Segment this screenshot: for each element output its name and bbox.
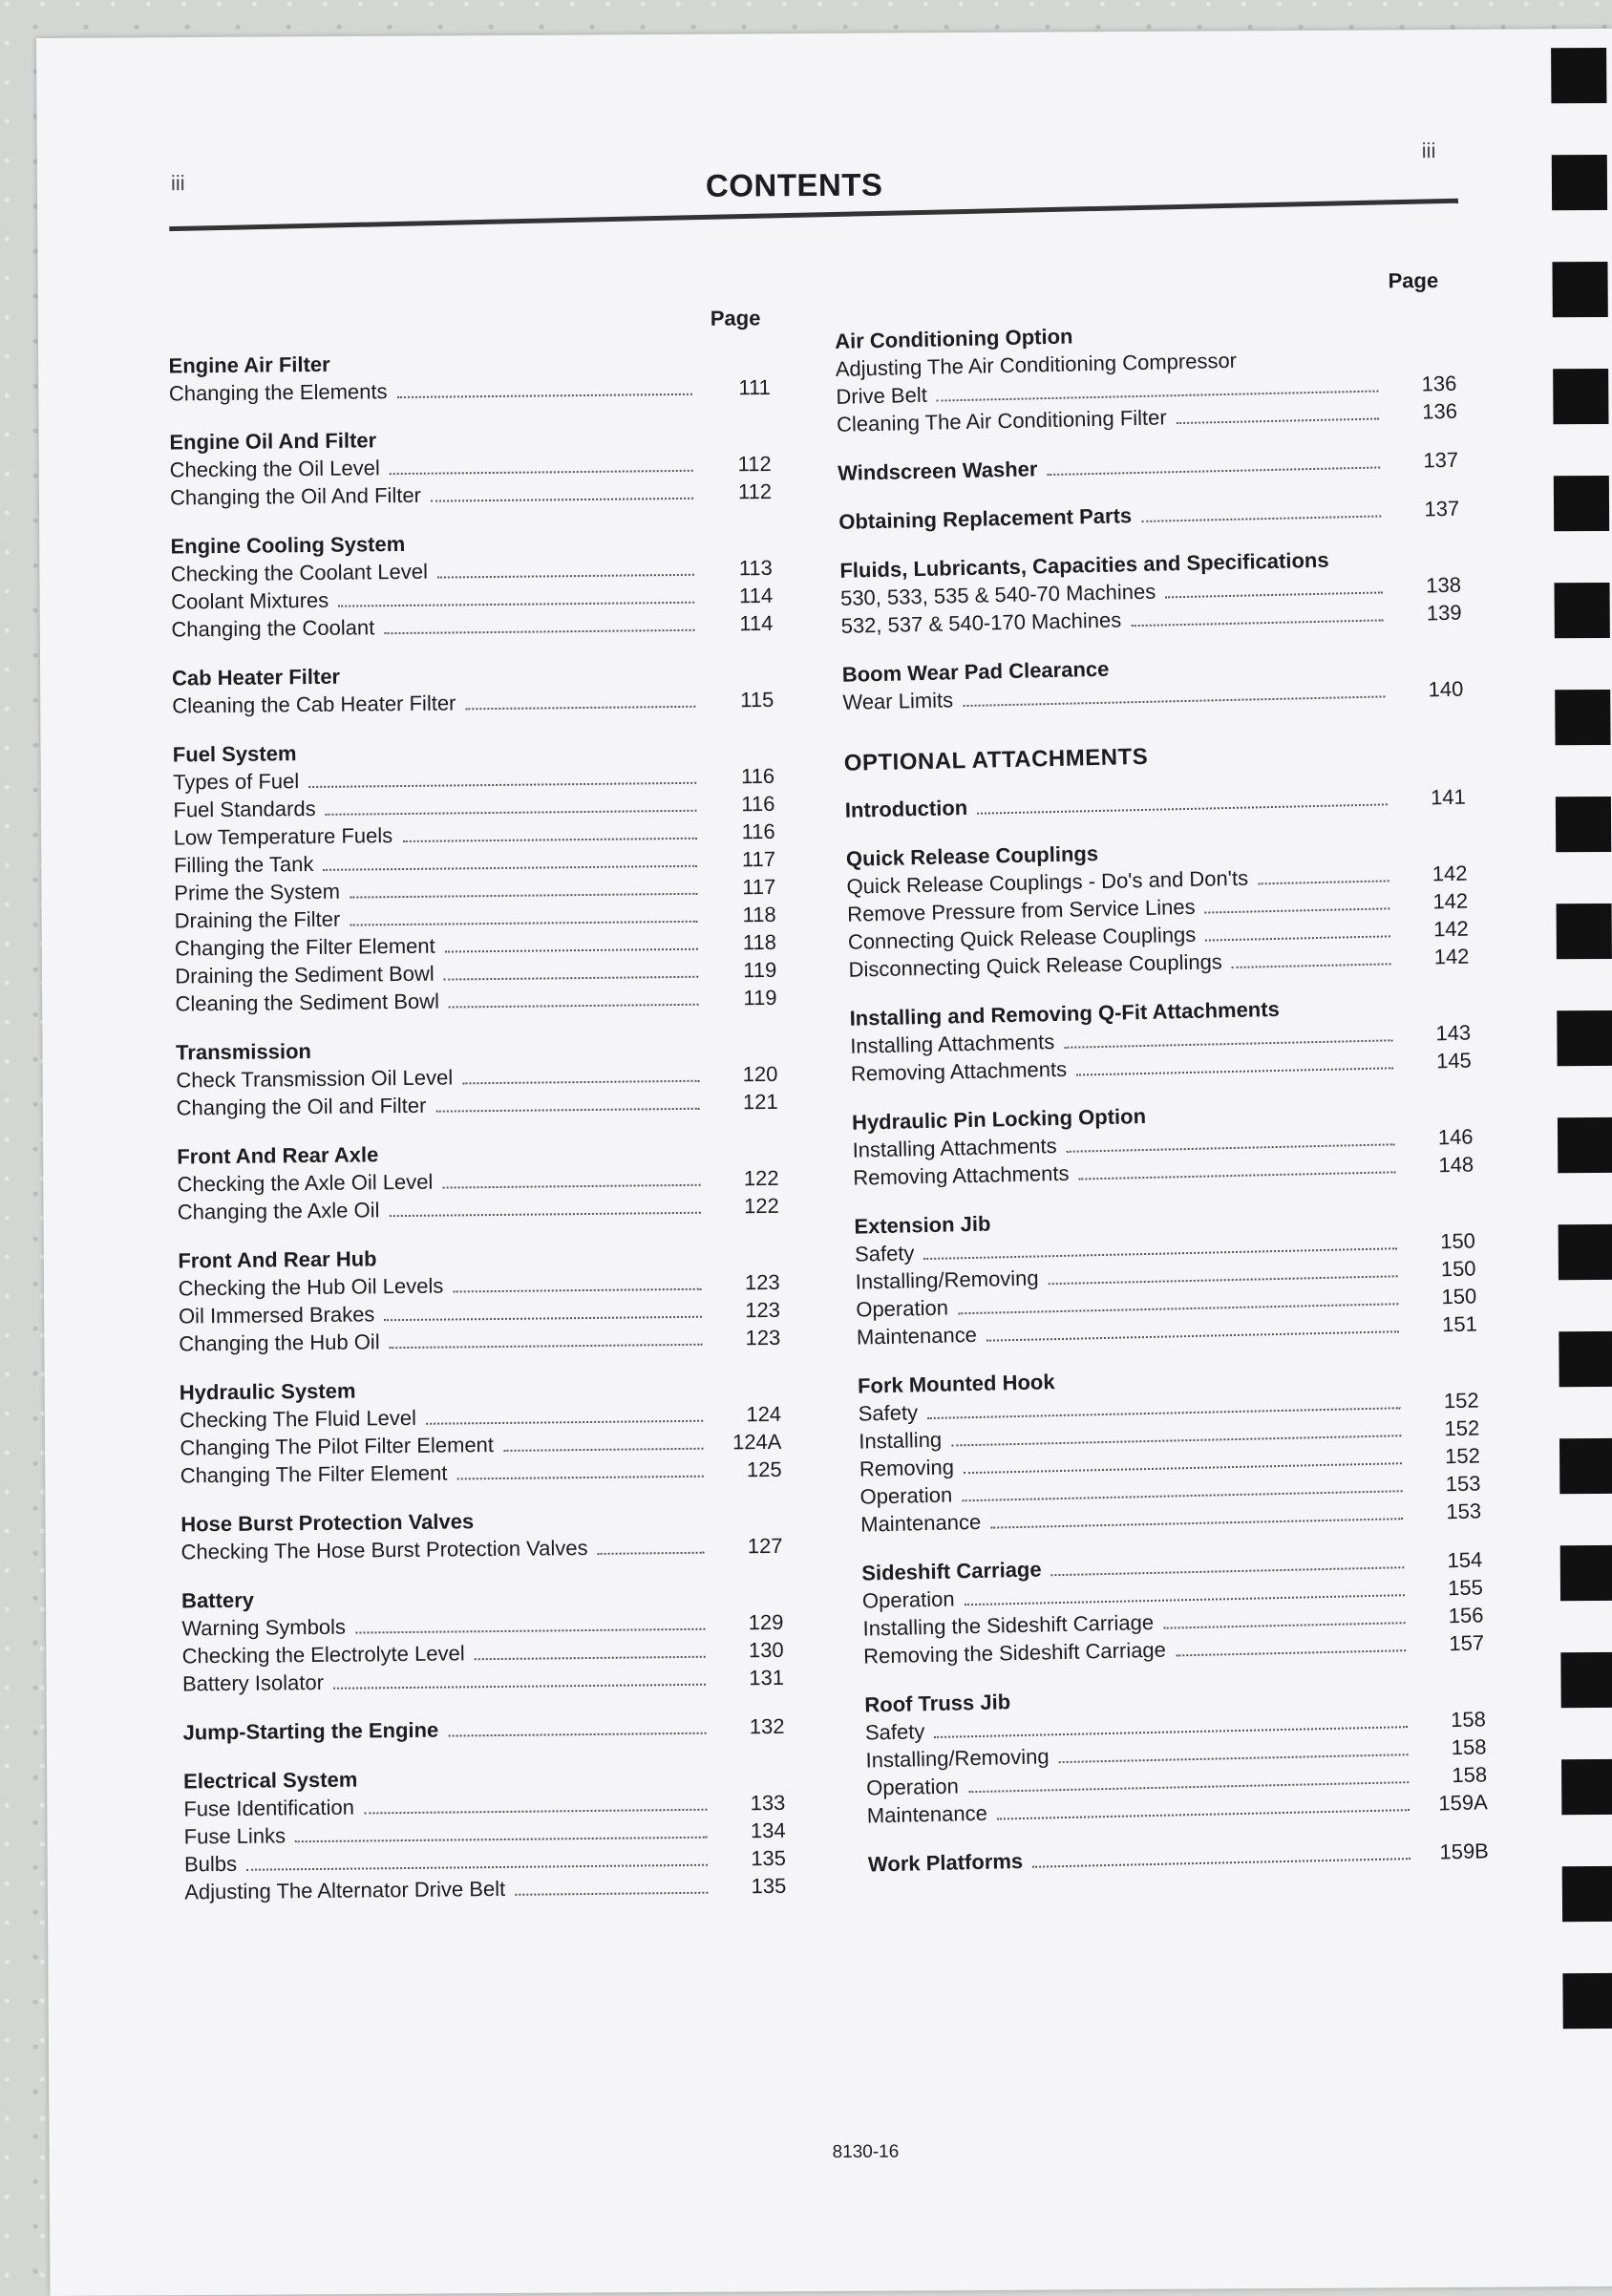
toc-entry-title: 532, 537 & 540-170 Machines	[840, 607, 1122, 638]
section-heading: Fluids, Lubricants, Capacities and Specifications	[839, 547, 1329, 583]
toc-entry-page-number	[1388, 363, 1456, 365]
dot-leader	[963, 695, 1385, 707]
toc-entry-page-number: 136	[1421, 371, 1457, 396]
dot-leader	[390, 1344, 703, 1349]
toc-entry-page-number: 143	[1435, 1020, 1472, 1046]
toc-entry-page-number: 111	[738, 374, 771, 400]
toc-entry-title: Maintenance	[866, 1800, 988, 1828]
toc-section-hydraulic-system	[180, 1372, 782, 1490]
toc-entry[interactable]	[180, 1532, 782, 1566]
dot-leader	[1258, 880, 1389, 884]
toc-entry-title: Oil Immersed Brakes	[178, 1302, 375, 1329]
dot-leader	[1049, 1275, 1398, 1285]
binding-hole	[1560, 1652, 1612, 1708]
dot-leader	[444, 976, 699, 981]
section-heading: Roof Truss Jib	[864, 1690, 1011, 1717]
toc-entry-title: Removing the Sideshift Carriage	[862, 1637, 1167, 1669]
toc-entry-title: Wear Limits	[842, 688, 954, 714]
toc-entry[interactable]	[175, 984, 776, 1018]
binding-hole	[1558, 1117, 1612, 1173]
binding-hole	[1551, 48, 1606, 103]
toc-section-front-and-rear-axle	[177, 1137, 779, 1226]
dot-leader	[1205, 907, 1390, 913]
section-heading: Air Conditioning Option	[834, 324, 1073, 353]
toc-entry-page-number: 137	[1423, 447, 1459, 473]
toc-entry-page-number: 137	[1424, 496, 1460, 521]
toc-entry-title: Draining the Sediment Bowl	[175, 961, 435, 989]
toc-section-boom-wear-pad-clearance	[841, 648, 1463, 716]
dot-leader	[308, 782, 696, 788]
dot-leader	[1232, 963, 1391, 968]
toc-entry-page-number: 113	[738, 555, 773, 581]
dot-leader	[449, 1004, 699, 1009]
dot-leader	[465, 706, 695, 711]
toc-entry[interactable]	[182, 1664, 784, 1698]
toc-entry-title: Check Transmission Oil Level	[176, 1065, 454, 1093]
toc-entry-title: Checking the Axle Oil Level	[177, 1169, 434, 1197]
dot-leader	[977, 803, 1388, 814]
binding-hole	[1561, 1759, 1612, 1815]
toc-section-hose-burst-protection-valves	[180, 1504, 783, 1566]
binding-hole	[1555, 583, 1610, 638]
toc-entry-title: Obtaining Replacement Parts	[838, 503, 1133, 534]
toc-entry-title: Checking the Coolant Level	[170, 559, 429, 586]
dot-leader	[503, 1448, 703, 1452]
toc-section-engine-air-filter	[168, 346, 771, 408]
section-heading: Engine Cooling System	[170, 531, 406, 559]
toc-entry-page-number: 112	[737, 478, 773, 504]
dot-leader	[515, 1892, 708, 1896]
dot-leader	[1205, 935, 1390, 941]
section-heading: Transmission	[175, 1039, 312, 1065]
section-heading: Extension Jib	[854, 1211, 991, 1239]
toc-entry-title: Prime the System	[174, 879, 341, 905]
toc-entry-title: Cleaning the Cab Heater Filter	[172, 691, 456, 718]
toc-entry-page-number: 116	[741, 791, 775, 817]
toc-entry-title: Cleaning the Sediment Bowl	[175, 989, 440, 1016]
dot-leader	[1048, 466, 1381, 476]
toc-section-roof-truss-jib	[864, 1677, 1488, 1829]
page-title: CONTENTS	[705, 166, 883, 203]
binding-hole	[1556, 797, 1611, 852]
toc-entry-title: Changing the Hub Oil	[179, 1329, 380, 1356]
toc-entry-page-number: 123	[745, 1325, 781, 1350]
toc-entry-title: Quick Release Couplings - Do's and Don'ts	[846, 865, 1249, 899]
toc-entry-title: Maintenance	[856, 1322, 978, 1350]
dot-leader	[442, 1184, 700, 1189]
toc-entry-title: Safety	[864, 1719, 925, 1745]
toc-entry-page-number: 133	[750, 1790, 786, 1816]
binding-hole	[1557, 904, 1612, 959]
spiral-binding	[1551, 48, 1612, 2225]
toc-entry-page-number: 158	[1450, 1707, 1487, 1733]
toc-entry-title: Remove Pressure from Service Lines	[846, 894, 1196, 926]
binding-hole	[1560, 1545, 1612, 1601]
toc-entry-page-number: 142	[1432, 861, 1468, 886]
toc-entry-page-number: 155	[1447, 1575, 1484, 1601]
toc-entry-title: Sideshift Carriage	[861, 1557, 1042, 1585]
dot-leader	[390, 470, 693, 475]
toc-entry-title: Disconnecting Quick Release Couplings	[848, 949, 1223, 982]
dot-leader	[453, 1288, 701, 1293]
toc-section-cab-heater-filter	[172, 658, 774, 720]
toc-entry-page-number: 120	[742, 1061, 778, 1087]
dot-leader	[1079, 1171, 1396, 1180]
toc-section	[838, 446, 1458, 487]
contents-left-column	[168, 346, 786, 1927]
toc-entry-title: Operation	[856, 1295, 949, 1322]
document-code: 8130-16	[832, 2141, 900, 2162]
dot-leader	[389, 1212, 700, 1217]
binding-hole	[1559, 1331, 1612, 1387]
toc-entry-page-number: 158	[1452, 1762, 1488, 1788]
toc-entry-page-number: 127	[747, 1533, 783, 1559]
dot-leader	[338, 602, 694, 607]
binding-hole	[1552, 155, 1607, 210]
toc-section-fork-mounted-hook	[858, 1358, 1482, 1538]
dot-leader	[437, 574, 694, 579]
toc-entry-title: Battery Isolator	[181, 1669, 325, 1696]
toc-section-engine-cooling-system	[170, 526, 773, 644]
dot-leader	[326, 810, 697, 816]
dot-leader	[350, 893, 697, 899]
toc-entry-title: Cleaning The Air Conditioning Filter	[836, 405, 1167, 436]
toc-entry-page-number: 115	[740, 687, 774, 712]
toc-section-engine-oil-and-filter	[169, 422, 772, 512]
section-heading: Battery	[180, 1587, 255, 1613]
toc-entry-title: Installing the Sideshift Carriage	[862, 1609, 1155, 1641]
toc-entry-title: Removing Attachments	[853, 1160, 1070, 1190]
dot-leader	[364, 1809, 707, 1815]
toc-entry-page-number: 123	[744, 1269, 780, 1295]
toc-entry[interactable]	[177, 1088, 778, 1122]
toc-section-hydraulic-pin-locking-option	[852, 1095, 1474, 1192]
toc-entry-title: Installing Attachments	[852, 1134, 1057, 1162]
toc-entry-page-number: 153	[1446, 1499, 1482, 1524]
toc-entry-title: Coolant Mixtures	[171, 587, 329, 614]
toc-entry-title: Checking The Hose Burst Protection Valves	[180, 1536, 588, 1564]
toc-entry-page-number: 114	[739, 610, 774, 636]
toc-entry-title: Changing the Coolant	[171, 615, 375, 642]
toc-entry-page-number: 142	[1432, 916, 1470, 942]
toc-entry-page-number: 116	[740, 763, 775, 789]
toc-entry[interactable]	[845, 783, 1466, 824]
toc-entry-page-number: 119	[743, 957, 777, 983]
toc-entry-page-number: 145	[1435, 1048, 1473, 1074]
page-column-label-right: Page	[1388, 268, 1439, 293]
dot-leader	[1177, 417, 1379, 424]
toc-entry-page-number: 112	[737, 451, 772, 477]
toc-entry-page-number: 135	[751, 1873, 787, 1899]
toc-entry-title: Safety	[858, 1400, 919, 1426]
dot-leader	[333, 1684, 706, 1690]
toc-entry[interactable]	[172, 686, 774, 720]
toc-entry-title: Installing	[859, 1427, 943, 1454]
section-heading: Cab Heater Filter	[171, 664, 341, 691]
toc-entry-title: Operation	[859, 1482, 953, 1509]
page-number-roman-right: iii	[1421, 138, 1436, 163]
dot-leader	[456, 1476, 703, 1480]
toc-entry-title: Removing Attachments	[850, 1056, 1068, 1086]
toc-entry-title: Fuel Standards	[173, 796, 316, 822]
section-heading: Engine Air Filter	[168, 351, 330, 378]
section-heading: Boom Wear Pad Clearance	[841, 656, 1110, 687]
toc-entry-title: Drive Belt	[836, 382, 928, 409]
toc-entry-page-number: 122	[743, 1193, 779, 1219]
toc-entry-page-number: 150	[1441, 1284, 1477, 1309]
toc-section-air-conditioning-option	[835, 314, 1457, 438]
toc-entry-page-number: 146	[1437, 1124, 1474, 1150]
right-column-bottom-sections	[845, 783, 1490, 1879]
dot-leader	[402, 838, 697, 842]
document-page	[36, 29, 1612, 2296]
toc-section	[838, 495, 1459, 536]
section-heading: Hydraulic System	[179, 1378, 356, 1405]
toc-entry[interactable]	[868, 1837, 1489, 1878]
toc-entry-title: Fuse Links	[183, 1823, 286, 1849]
contents-right-column	[835, 314, 1490, 1900]
page-number-roman-left: iii	[170, 171, 185, 196]
dot-leader	[1064, 1039, 1392, 1049]
toc-entry-page-number: 136	[1421, 398, 1458, 424]
toc-entry-title: Safety	[854, 1241, 915, 1266]
toc-entry-page-number: 134	[750, 1818, 786, 1843]
toc-entry-page-number: 123	[745, 1297, 781, 1323]
toc-entry-title: Work Platforms	[867, 1848, 1024, 1877]
toc-entry-page-number: 141	[1430, 784, 1467, 810]
toc-entry-page-number: 125	[746, 1456, 782, 1482]
dot-leader	[448, 1733, 706, 1737]
dot-leader	[246, 1864, 708, 1871]
dot-leader	[475, 1656, 706, 1661]
toc-entry[interactable]	[178, 1192, 779, 1226]
toc-entry[interactable]	[169, 373, 771, 408]
toc-entry-page-number: 131	[749, 1665, 785, 1690]
toc-entry-title: Types of Fuel	[173, 769, 300, 795]
toc-section-extension-jib	[854, 1199, 1477, 1350]
toc-entry-page-number: 130	[748, 1637, 784, 1663]
dot-leader	[350, 921, 697, 926]
toc-section-installing-and-removing-q-fit-attachments	[849, 991, 1472, 1088]
toc-entry-title: Changing the Axle Oil	[177, 1198, 380, 1224]
toc-entry-page-number: 124A	[732, 1429, 782, 1455]
dot-leader	[426, 1420, 703, 1425]
toc-entry-page-number: 132	[749, 1713, 785, 1739]
toc-entry-title: Changing the Filter Element	[174, 933, 435, 961]
dot-leader	[445, 948, 698, 953]
toc-entry-title: Changing The Filter Element	[180, 1460, 448, 1488]
toc-entry-page-number: 159A	[1438, 1790, 1488, 1816]
toc-entry-title: Filling the Tank	[173, 851, 314, 878]
toc-entry[interactable]	[171, 609, 773, 644]
toc-entry-page-number: 152	[1444, 1415, 1480, 1441]
section-heading: Quick Release Couplings	[845, 841, 1099, 871]
toc-section-electrical-system	[183, 1761, 786, 1906]
toc-entry-title: Checking The Fluid Level	[179, 1405, 417, 1433]
binding-hole	[1555, 690, 1610, 745]
toc-entry-page-number: 122	[743, 1165, 779, 1191]
dot-leader	[1131, 619, 1383, 627]
binding-hole	[1559, 1224, 1612, 1280]
toc-entry-page-number: 152	[1443, 1388, 1479, 1414]
toc-entry-page-number: 114	[738, 583, 774, 608]
dot-leader	[1059, 1754, 1409, 1763]
dot-leader	[1051, 1566, 1405, 1576]
toc-section-front-and-rear-hub	[178, 1241, 780, 1358]
toc-entry-title: Maintenance	[859, 1509, 982, 1537]
page-column-label-left: Page	[710, 306, 761, 330]
toc-entry[interactable]	[180, 1456, 782, 1490]
toc-entry-page-number: 153	[1445, 1471, 1481, 1497]
toc-entry[interactable]	[184, 1872, 786, 1906]
section-heading: Fork Mounted Hook	[857, 1370, 1055, 1398]
toc-entry-page-number: 157	[1449, 1630, 1485, 1656]
toc-entry-page-number: 154	[1447, 1547, 1483, 1573]
toc-entry-page-number: 138	[1425, 572, 1462, 598]
toc-entry-page-number: 116	[741, 818, 775, 844]
toc-entry-page-number: 150	[1440, 1256, 1476, 1282]
dot-leader	[1165, 591, 1383, 598]
toc-section	[182, 1712, 784, 1747]
section-heading: Hose Burst Protection Valves	[180, 1509, 475, 1537]
toc-section	[845, 783, 1466, 824]
section-heading: Front And Rear Axle	[177, 1142, 379, 1169]
toc-entry-page-number: 119	[743, 985, 777, 1010]
binding-hole	[1553, 369, 1608, 424]
toc-entry-title: Fuse Identification	[183, 1795, 355, 1821]
toc-entry[interactable]	[838, 446, 1458, 487]
dot-leader	[997, 1809, 1410, 1819]
section-heading: Engine Oil And Filter	[169, 428, 377, 455]
binding-hole	[1559, 1438, 1612, 1494]
toc-entry-page-number: 158	[1451, 1734, 1487, 1760]
toc-entry-page-number: 124	[746, 1401, 782, 1427]
toc-entry-title: Operation	[861, 1586, 955, 1613]
toc-entry-title: Checking the Oil Level	[169, 456, 380, 482]
dot-leader	[384, 1316, 702, 1321]
binding-hole	[1552, 262, 1607, 317]
toc-entry-title: Connecting Quick Release Couplings	[847, 922, 1197, 954]
dot-leader	[1141, 515, 1381, 521]
toc-entry-title: Changing the Oil And Filter	[169, 482, 422, 510]
right-column-top-sections	[835, 314, 1464, 716]
toc-entry-title: Draining the Filter	[174, 906, 341, 933]
toc-entry-page-number: 142	[1432, 888, 1469, 914]
dot-leader	[431, 498, 693, 502]
toc-entry-page-number: 159B	[1439, 1839, 1490, 1864]
toc-entry-title: Installing/Removing	[865, 1744, 1050, 1773]
toc-entry-title: Warning Symbols	[181, 1614, 347, 1641]
toc-entry-title: Windscreen Washer	[837, 457, 1038, 485]
toc-entry-page-number: 121	[742, 1089, 778, 1115]
dot-leader	[462, 1080, 699, 1085]
dot-leader	[990, 1518, 1403, 1528]
toc-section-fluids-lubricants-capacities-and-specifications	[839, 543, 1462, 640]
binding-hole	[1557, 1010, 1612, 1066]
dot-leader	[323, 865, 697, 871]
toc-section	[861, 1545, 1484, 1669]
toc-entry[interactable]	[170, 478, 772, 512]
toc-entry-title: 530, 533, 535 & 540-70 Machines	[839, 579, 1156, 610]
toc-entry-title: Installing/Removing	[855, 1265, 1039, 1294]
toc-entry[interactable]	[838, 495, 1459, 536]
dot-leader	[435, 1108, 699, 1113]
toc-entry-page-number: 117	[741, 846, 776, 872]
toc-section-quick-release-couplings	[846, 832, 1470, 984]
section-heading: Front And Rear Hub	[178, 1246, 377, 1273]
toc-entry-page-number: 151	[1441, 1311, 1478, 1337]
section-heading: Fuel System	[172, 741, 297, 767]
dot-leader	[355, 1628, 705, 1634]
toc-entry-page-number: 152	[1444, 1443, 1481, 1469]
toc-entry-title: Adjusting The Alternator Drive Belt	[184, 1876, 506, 1904]
dot-leader	[1076, 1067, 1393, 1075]
toc-entry-page-number: 150	[1439, 1228, 1476, 1254]
toc-entry-title: Adjusting The Air Conditioning Compressor	[835, 348, 1238, 381]
toc-entry-title: Introduction	[844, 795, 968, 822]
toc-entry-title: Jump-Starting the Engine	[182, 1717, 439, 1745]
toc-entry-page-number: 118	[742, 902, 776, 927]
binding-hole	[1554, 476, 1609, 531]
dot-leader	[1067, 1143, 1395, 1153]
toc-entry-page-number: 118	[742, 929, 777, 955]
toc-entry-title: Changing the Oil and Filter	[176, 1093, 427, 1120]
toc-entry-page-number: 117	[742, 874, 776, 900]
dot-leader	[397, 393, 692, 398]
toc-entry-page-number: 139	[1426, 600, 1462, 626]
toc-entry-page-number: 148	[1438, 1152, 1474, 1178]
dot-leader	[986, 1330, 1399, 1341]
section-heading: Electrical System	[182, 1767, 358, 1794]
toc-entry-title: Checking the Hub Oil Levels	[178, 1273, 444, 1301]
section-heading: Installing and Removing Q-Fit Attachments	[849, 996, 1281, 1031]
toc-section-transmission	[176, 1032, 778, 1122]
toc-section-fuel-system	[173, 734, 777, 1018]
toc-entry-page-number: 129	[748, 1609, 784, 1635]
toc-entry-title: Checking the Electrolyte Level	[181, 1641, 465, 1669]
toc-section	[868, 1837, 1489, 1878]
dot-leader	[1032, 1858, 1410, 1868]
section-heading: Hydraulic Pin Locking Option	[851, 1103, 1147, 1135]
dot-leader	[384, 629, 694, 634]
binding-hole	[1562, 1973, 1612, 2029]
toc-entry-title: Removing	[859, 1455, 955, 1481]
dot-leader	[1176, 1649, 1406, 1656]
toc-entry-page-number: 156	[1448, 1603, 1484, 1628]
toc-entry-title: Operation	[865, 1774, 960, 1800]
toc-entry-page-number: 142	[1433, 944, 1470, 969]
toc-entry-title: Changing The Pilot Filter Element	[180, 1433, 495, 1460]
optional-attachments-heading: OPTIONAL ATTACHMENTS	[843, 743, 1149, 776]
toc-entry-page-number: 135	[751, 1845, 787, 1871]
toc-entry-title: Changing the Elements	[168, 379, 388, 406]
toc-entry-title: Low Temperature Fuels	[173, 823, 393, 850]
dot-leader	[1163, 1622, 1405, 1629]
toc-section-battery	[181, 1581, 784, 1698]
toc-entry-title: Bulbs	[183, 1851, 238, 1877]
toc-entry-title: Installing Attachments	[850, 1030, 1055, 1058]
toc-entry-page-number: 140	[1428, 676, 1464, 702]
binding-hole	[1562, 1866, 1612, 1922]
dot-leader	[295, 1837, 708, 1843]
toc-entry[interactable]	[179, 1324, 780, 1358]
dot-leader	[598, 1552, 705, 1555]
toc-entry[interactable]	[182, 1712, 784, 1747]
